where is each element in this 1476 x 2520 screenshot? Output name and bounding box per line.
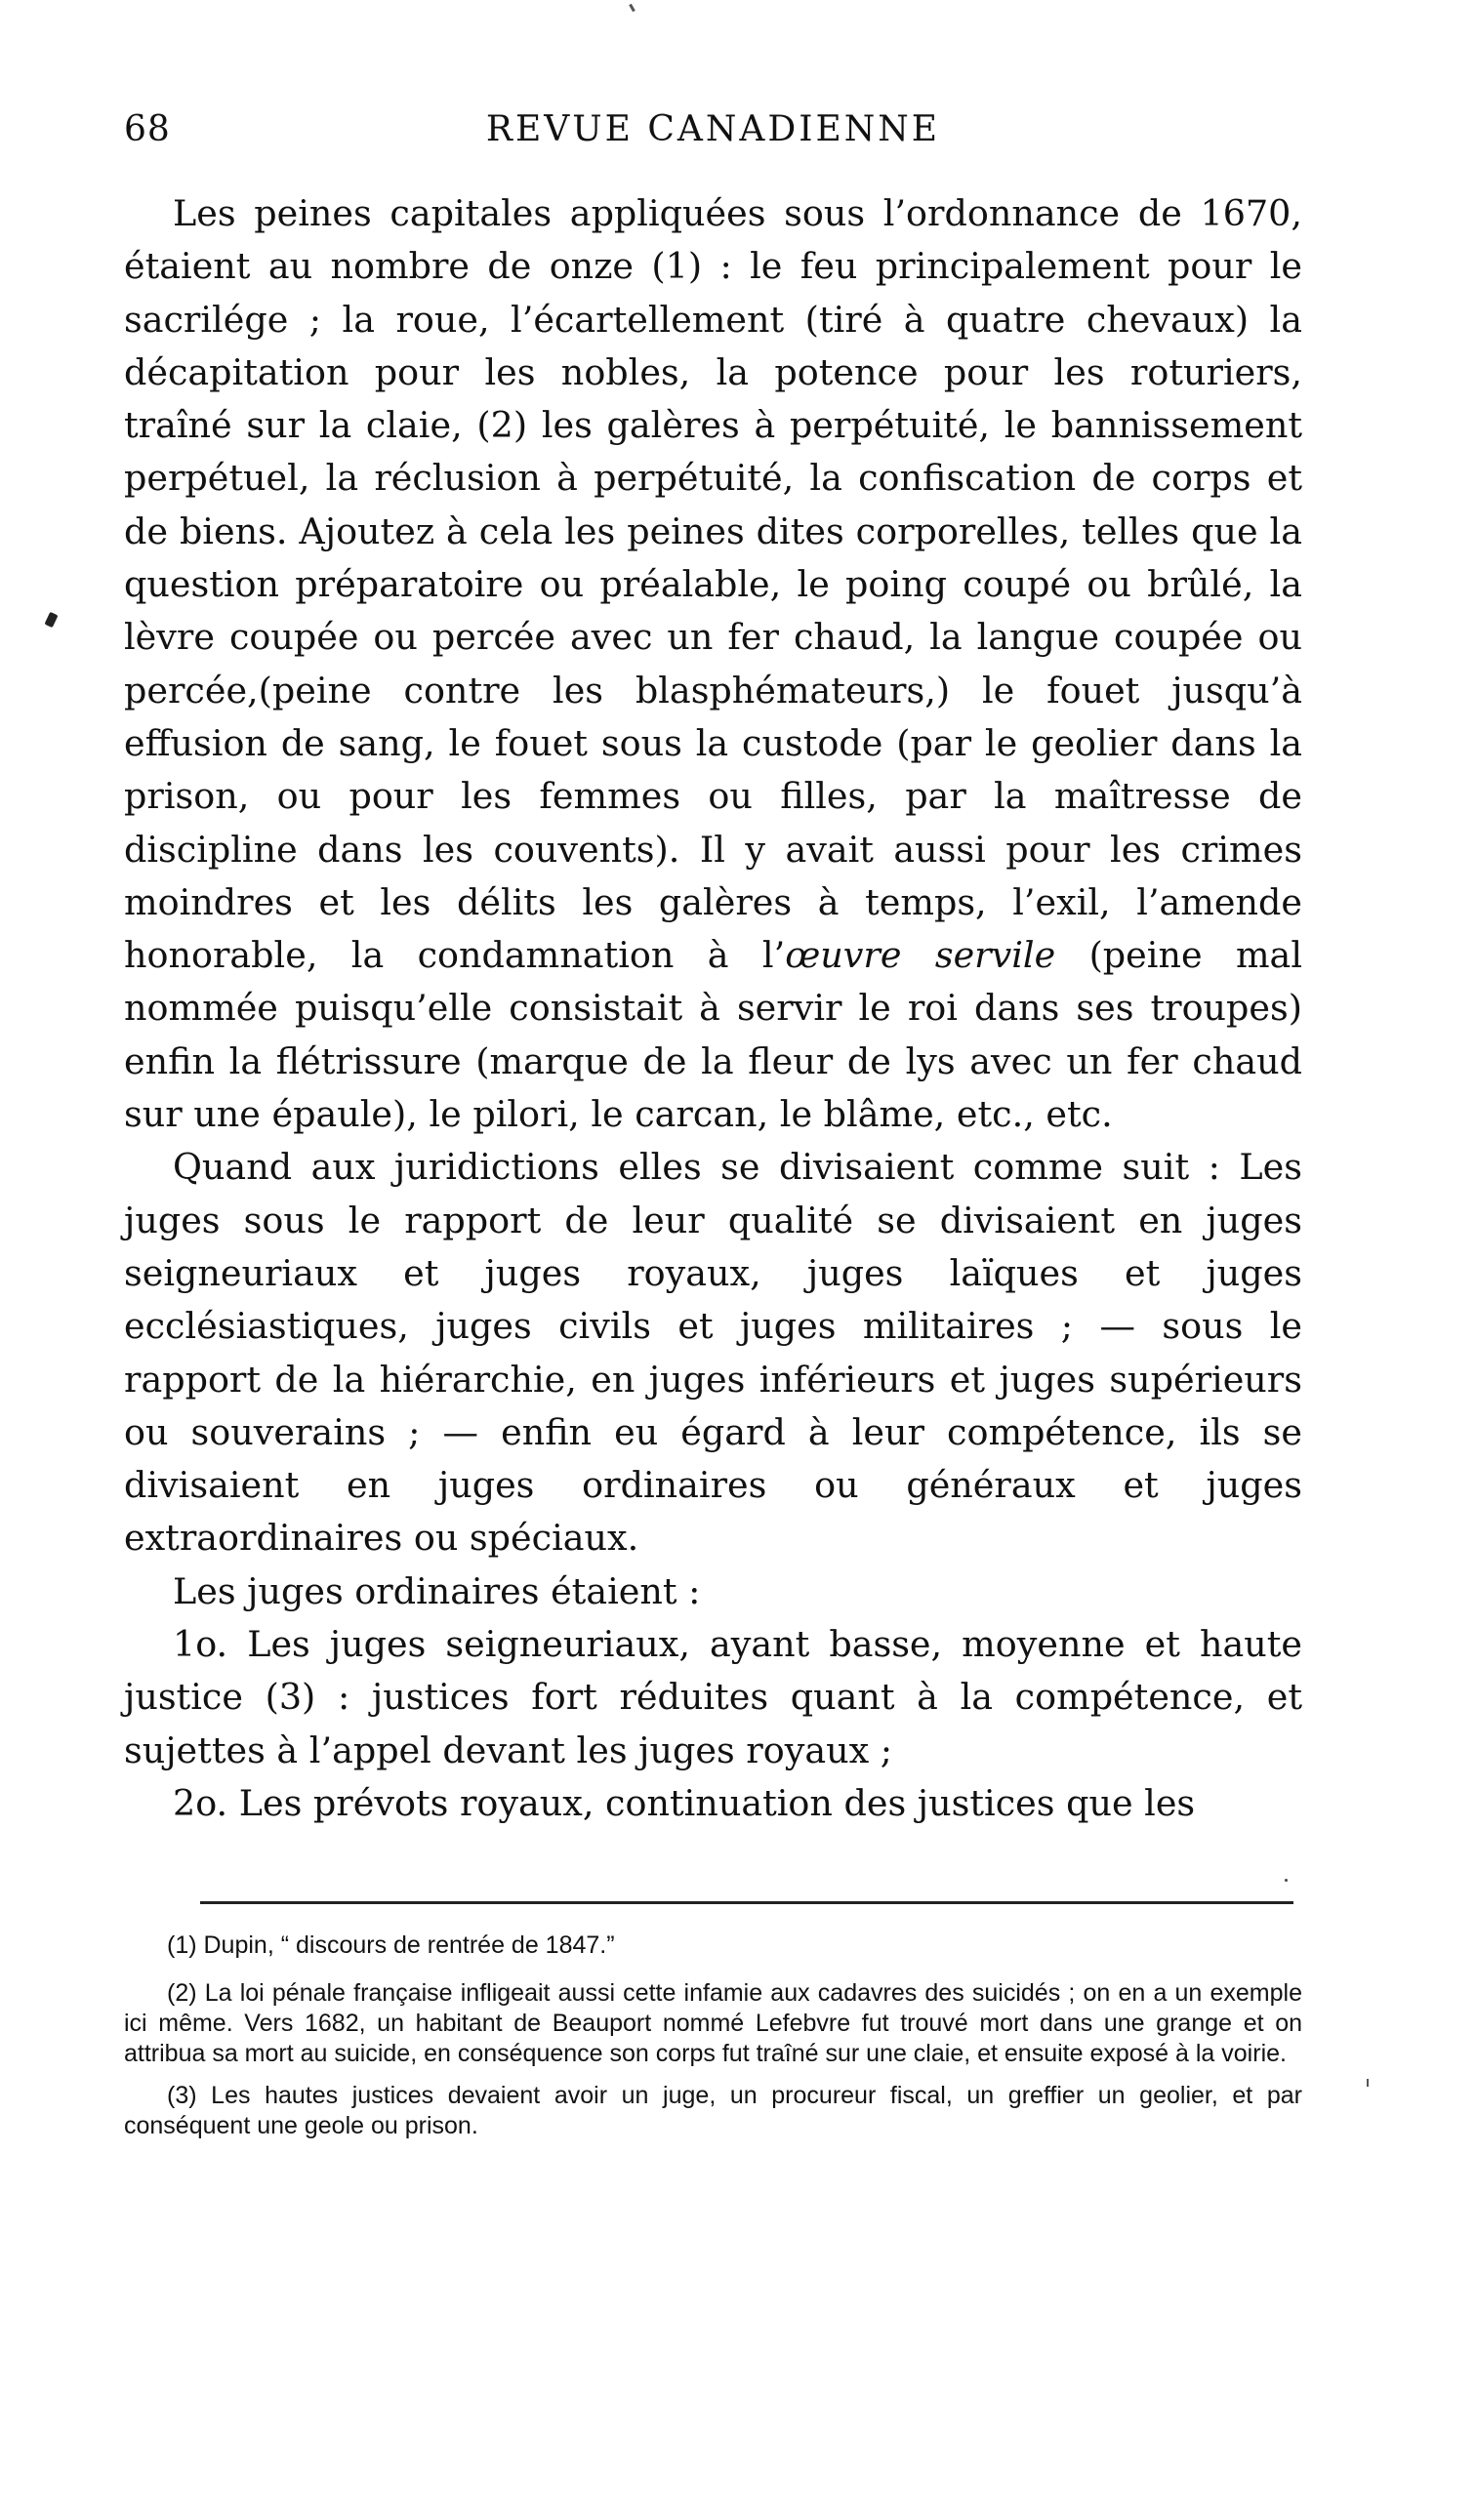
page-header — [124, 109, 1302, 158]
footnotes — [124, 1931, 1302, 2153]
scan-dot — [1285, 1879, 1288, 1882]
scan-mark — [629, 4, 636, 12]
paragraph-penalties — [124, 187, 1302, 1141]
footnote-rule — [200, 1901, 1293, 1904]
running-title: REVUE CANADIENNE — [485, 109, 941, 149]
italic-term: œuvre servile — [785, 934, 1056, 977]
paragraph-jurisdictions: Quand aux juridictions elles se divisaient comme suit : Les juges sous le rapport de leur qualité se divisaient en juges seigneuriaux et juges royaux, juges laïques et juges ecclésiastiques, juges civils et juges militaires ; — sous le rapport de la hiérarchie, en juges inférieurs et juges supérieurs ou souverains ; — enfin eu égard à leur compétence, ils se divisaient en juges ordinaires ou généraux et juges extraordinaires ou spéciaux. — [124, 1146, 1302, 1560]
body-text — [124, 187, 1302, 1830]
footnote-1: (1) Dupin, “ discours de rentrée de 1847.” — [167, 1931, 615, 1959]
paragraph-penalties-text: Les peines capitales appliquées sous l’ordonnance de 1670, étaient au nombre de onze (1) : le feu principalement pour le sacrilége ; la roue, l’écartellement (tiré à quatre chevaux) la décapitation pour les nobles, la potence pour les roturiers, traîné sur la claie, (2) les galères à perpétuité, le bannissement perpétuel, la réclusion à perpétuité, la confiscation de corps et de biens. Ajoutez à cela les peines dites corporelles, telles que la question préparatoire ou préalable, le poing coupé ou brûlé, la lèvre coupée ou percée avec un fer chaud, la langue coupée ou percée,(peine contre les blasphémateurs,) le fouet jusqu’à effusion de sang, le fouet sous la custode (par le geolier dans la prison, ou pour les femmes ou filles, par la maîtresse de discipline dans les couvents). Il y avait aussi pour les crimes moindres et les délits les galères à temps, l’exil, l’amende honorable, la condamnation à l’ — [124, 192, 1302, 977]
page-number: 68 — [124, 109, 171, 149]
list-item-seigneurial: 1o. Les juges seigneuriaux, ayant basse, moyenne et haute justice (3) : justices fort réduites quant à la compétence, et sujettes à l’appel devant les juges royaux ; — [124, 1623, 1302, 1771]
footnote-2: (2) La loi pénale française infligeait aussi cette infamie aux cadavres des suicidés ; on en a un exemple ici même. Vers 1682, un habitant de Beauport nommé Lefebvre fut trouvé mort dans une grange et on attribua sa mort au suicide, en conséquence son corps fut traîné sur une claie, et ensuite exposé à la voirie. — [124, 1979, 1302, 2067]
footnote-3: (3) Les hautes justices devaient avoir un juge, un procureur fiscal, un greffier un geolier, et par conséquent une geole ou prison. — [124, 2082, 1302, 2139]
paragraph-ordinary-judges: Les juges ordinaires étaient : — [173, 1569, 701, 1612]
paragraph-penalties-tail: (peine mal nommée puisqu’elle consistait à servir le roi dans ses troupes) enfin la flétrissure (marque de la fleur de lys avec un fer chaud sur une épaule), le pilori, le carcan, le blâme, etc., etc. — [124, 934, 1302, 1136]
list-item-prevots: 2o. Les prévots royaux, continuation des justices que les — [173, 1781, 1196, 1824]
scan-mark-right — [1367, 2079, 1369, 2087]
margin-mark — [44, 612, 58, 628]
